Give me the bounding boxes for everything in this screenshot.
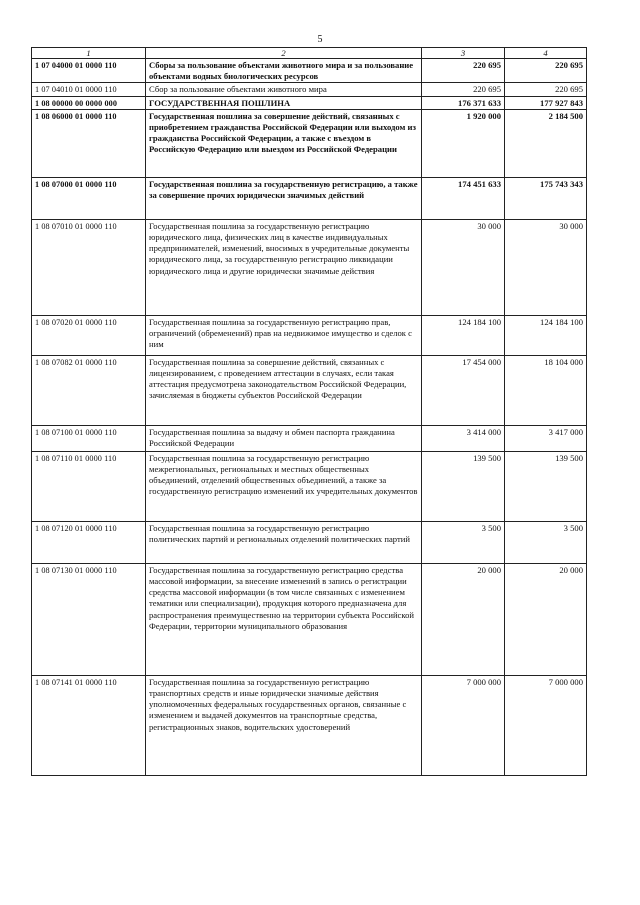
budget-code: 1 07 04010 01 0000 110 bbox=[32, 83, 146, 96]
budget-code: 1 08 07130 01 0000 110 bbox=[32, 563, 146, 675]
budget-code: 1 08 07020 01 0000 110 bbox=[32, 315, 146, 355]
budget-code: 1 08 07141 01 0000 110 bbox=[32, 675, 146, 775]
amount-col3: 17 454 000 bbox=[422, 355, 505, 425]
income-name: Государственная пошлина за государственную регистрацию прав, ограничений (обременений) прав на недвижимое имущество и сделок с ним bbox=[146, 315, 422, 355]
income-name: Сбор за пользование объектами животного мира bbox=[146, 83, 422, 96]
budget-code: 1 07 04000 01 0000 110 bbox=[32, 59, 146, 83]
table-row bbox=[32, 96, 587, 109]
column-header: 2 bbox=[146, 48, 422, 59]
budget-code: 1 08 07000 01 0000 110 bbox=[32, 177, 146, 219]
amount-col4: 20 000 bbox=[505, 563, 587, 675]
column-header: 3 bbox=[422, 48, 505, 59]
table-row bbox=[32, 83, 587, 96]
amount-col3: 30 000 bbox=[422, 219, 505, 315]
amount-col4: 3 417 000 bbox=[505, 425, 587, 451]
amount-col3: 176 371 633 bbox=[422, 96, 505, 109]
income-name: Сборы за пользование объектами животного мира и за пользование объектами водных биологических ресурсов bbox=[146, 59, 422, 83]
amount-col4: 18 104 000 bbox=[505, 355, 587, 425]
budget-code: 1 08 07120 01 0000 110 bbox=[32, 521, 146, 563]
table-row bbox=[32, 451, 587, 521]
table-row bbox=[32, 315, 587, 355]
amount-col4: 175 743 343 bbox=[505, 177, 587, 219]
table-row bbox=[32, 59, 587, 83]
income-name: Государственная пошлина за государственную регистрацию политических партий и региональных отделений политических партий bbox=[146, 521, 422, 563]
amount-col4: 3 500 bbox=[505, 521, 587, 563]
page-number: 5 bbox=[317, 34, 323, 45]
amount-col4: 7 000 000 bbox=[505, 675, 587, 775]
revenue-table bbox=[31, 47, 587, 776]
income-name: Государственная пошлина за государственную регистрацию, а также за совершение прочих юридически значимых действий bbox=[146, 177, 422, 219]
table-row bbox=[32, 177, 587, 219]
income-name: ГОСУДАРСТВЕННАЯ ПОШЛИНА bbox=[146, 96, 422, 109]
income-name: Государственная пошлина за государственную регистрацию юридического лица, физических лиц в качестве индивидуальных предпринимателей, изменений, вносимых в учредительные документы юридического лица, за государственную регистрацию ликвидации юридического лица и другие юридически значимые действия bbox=[146, 219, 422, 315]
table-row bbox=[32, 521, 587, 563]
income-name: Государственная пошлина за государственную регистрацию транспортных средств и иные юридически значимые действия уполномоченных федеральных государственных органов, связанные с изменением и выдачей документов на транспортные средства, регистрационных знаков, водительских удостоверений bbox=[146, 675, 422, 775]
amount-col4: 220 695 bbox=[505, 83, 587, 96]
amount-col3: 124 184 100 bbox=[422, 315, 505, 355]
amount-col4: 220 695 bbox=[505, 59, 587, 83]
table-header-row bbox=[32, 48, 587, 59]
amount-col3: 139 500 bbox=[422, 451, 505, 521]
budget-code: 1 08 06000 01 0000 110 bbox=[32, 109, 146, 177]
amount-col4: 124 184 100 bbox=[505, 315, 587, 355]
income-name: Государственная пошлина за выдачу и обмен паспорта гражданина Российской Федерации bbox=[146, 425, 422, 451]
amount-col3: 174 451 633 bbox=[422, 177, 505, 219]
income-name: Государственная пошлина за государственную регистрацию межрегиональных, региональных и местных общественных объединений, отделений общественных объединений, а также за государственную регистрацию изменений их учредительных документов bbox=[146, 451, 422, 521]
income-name: Государственная пошлина за совершение действий, связанных с приобретением гражданства Российской Федерации или выходом из гражданства Российской Федерации, а также с въездом в Российскую Федерацию или выездом из Российской Федерации bbox=[146, 109, 422, 177]
budget-code: 1 08 07082 01 0000 110 bbox=[32, 355, 146, 425]
income-name: Государственная пошлина за государственную регистрацию средства массовой информации, за внесение изменений в запись о регистрации средства массовой информации (в том числе связанных с изменением тематики или специализации), продукция которого предназначена для распространения преимущественно на территории субъекта Российской Федерации, территории муниципального образования bbox=[146, 563, 422, 675]
amount-col3: 220 695 bbox=[422, 59, 505, 83]
income-name: Государственная пошлина за совершение действий, связанных с лицензированием, с проведением аттестации в случаях, если такая аттестация предусмотрена законодательством Российской Федерации, зачисляемая в бюджеты субъектов Российской Федерации bbox=[146, 355, 422, 425]
amount-col4: 139 500 bbox=[505, 451, 587, 521]
table-row bbox=[32, 425, 587, 451]
amount-col3: 7 000 000 bbox=[422, 675, 505, 775]
amount-col3: 3 500 bbox=[422, 521, 505, 563]
table-row bbox=[32, 563, 587, 675]
amount-col3: 1 920 000 bbox=[422, 109, 505, 177]
budget-code: 1 08 07110 01 0000 110 bbox=[32, 451, 146, 521]
budget-code: 1 08 00000 00 0000 000 bbox=[32, 96, 146, 109]
budget-code: 1 08 07100 01 0000 110 bbox=[32, 425, 146, 451]
amount-col4: 2 184 500 bbox=[505, 109, 587, 177]
amount-col3: 20 000 bbox=[422, 563, 505, 675]
table-row bbox=[32, 355, 587, 425]
table-row bbox=[32, 109, 587, 177]
table-row bbox=[32, 219, 587, 315]
column-header: 1 bbox=[32, 48, 146, 59]
amount-col3: 220 695 bbox=[422, 83, 505, 96]
budget-code: 1 08 07010 01 0000 110 bbox=[32, 219, 146, 315]
amount-col4: 30 000 bbox=[505, 219, 587, 315]
amount-col4: 177 927 843 bbox=[505, 96, 587, 109]
amount-col3: 3 414 000 bbox=[422, 425, 505, 451]
table-row bbox=[32, 675, 587, 775]
column-header: 4 bbox=[505, 48, 587, 59]
